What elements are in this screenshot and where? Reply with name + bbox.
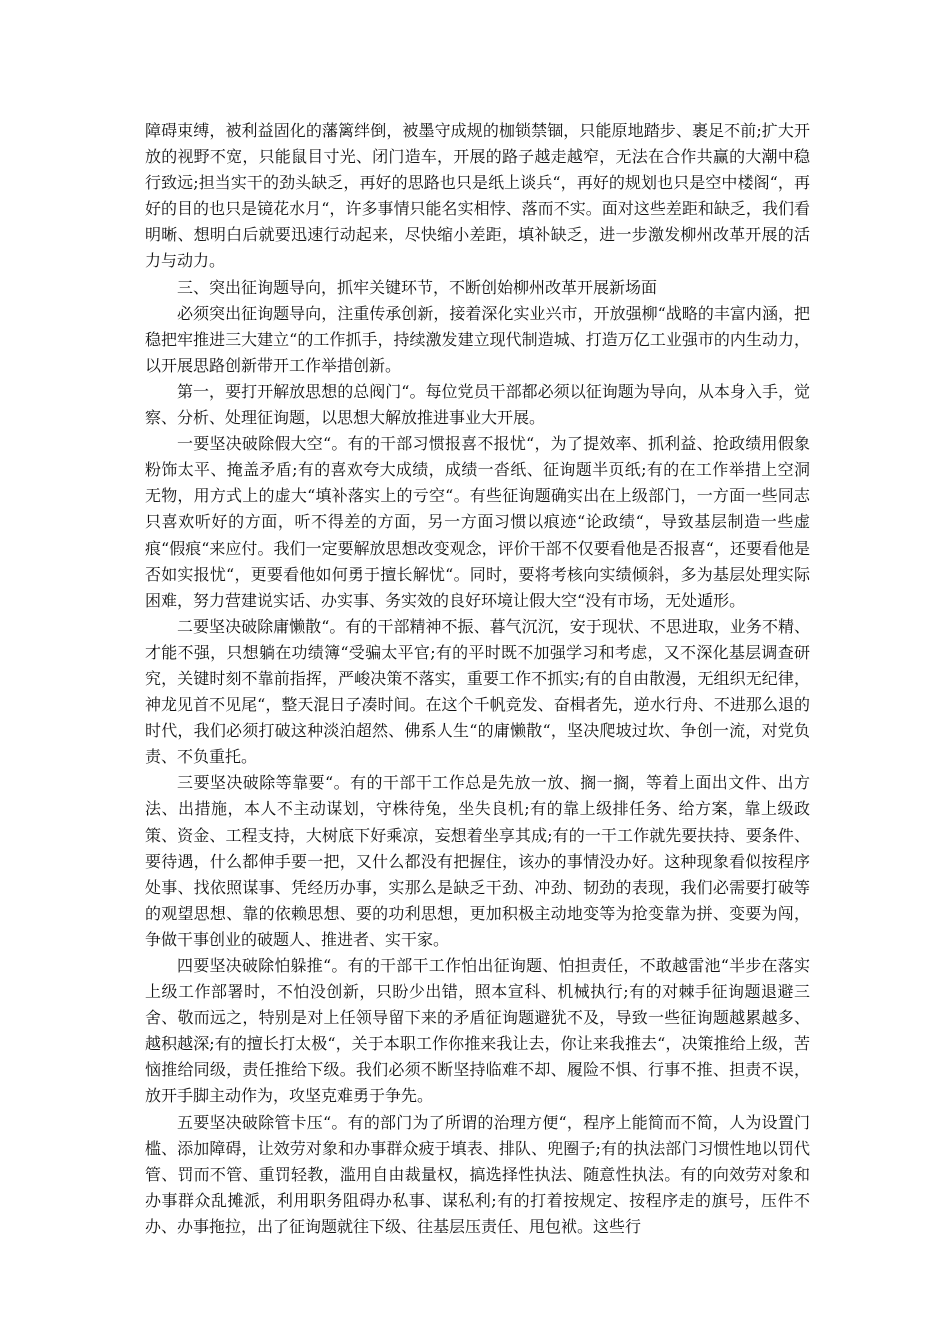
paragraph-point-one: 一要坚决破除假大空“。有的干部习惯报喜不报忧“，为了提效率、抓利益、抢政绩用假象粉饰太平、掩盖矛盾;有的喜欢夸大成绩，成绩一沓纸、征询题半页纸;有的在工作举措上空洞无物，用方式上的虚大“填补落实上的亏空“。有些征询题确实出在上级部门，一方面一些同志只喜欢听好的方面，听不得差的方面，另一方面习惯以痕迹“论政绩“，导致基层制造一些虚痕“假痕“来应付。我们一定要解放思想改变观念，评价干部不仅要看他是否报喜“，还要看他是否如实报忧“，更要看他如何勇于擅长解忧“。同时，要将考核向实绩倾斜，多为基层处理实际困难，努力营建说实话、办实事、务实效的良好环境让假大空“没有市场，无处遁形。 bbox=[145, 434, 810, 610]
paragraph-problem-orientation: 必须突出征询题导向，注重传承创新，接着深化实业兴市，开放强柳“战略的丰富内涵，把稳把牢推进三大建立“的工作抓手，持续激发建立现代制造城、打造万亿工业强市的内生动力，以开展思路创新带开工作举措创新。 bbox=[145, 303, 810, 375]
document-body bbox=[145, 118, 810, 1240]
paragraph-first-point: 第一，要打开解放思想的总阀门“。每位党员干部都必须以征询题为导向，从本身入手，觉察、分析、处理征询题，以思想大解放推进事业大开展。 bbox=[145, 381, 810, 428]
paragraph-point-four: 四要坚决破除怕躲推“。有的干部干工作怕出征询题、怕担责任，不敢越雷池“半步在落实上级工作部署时，不怕没创新，只盼少出错，照本宣科、机械执行;有的对棘手征询题退避三舍、敬而远之，特别是对上任领导留下来的矛盾征询题避犹不及，导致一些征询题越累越多、越积越深;有的擅长打太极“，关于本职工作你推来我让去，你让来我推去“，决策推给上级，苦恼推给同级，责任推给下级。我们必须不断坚持临难不却、履险不惧、行事不推、担责不误，放开手脚主动作为，攻坚克难勇于争先。 bbox=[145, 956, 810, 1106]
paragraph-point-five: 五要坚决破除管卡压“。有的部门为了所谓的治理方便“，程序上能简而不简，人为设置门槛、添加障碍，让效劳对象和办事群众疲于填表、排队、兜圈子;有的执法部门习惯性地以罚代管、罚而不管、重罚轻教，滥用自由裁量权，搞选择性执法、随意性执法。有的向效劳对象和办事群众乱摊派，利用职务阻碍办私事、谋私利;有的打着按规定、按程序走的旗号，压件不办、办事拖拉，出了征询题就往下级、往基层压责任、甩包袱。这些行 bbox=[145, 1112, 810, 1236]
paragraph-continuation: 障碍束缚，被利益固化的藩篱绊倒，被墨守成规的枷锁禁锢，只能原地踏步、裹足不前;扩大开放的视野不宽，只能鼠目寸光、闭门造车，开展的路子越走越窄，无法在合作共赢的大潮中稳行致远;担当实干的劲头缺乏，再好的思路也只是纸上谈兵“，再好的规划也只是空中楼阁“，再好的目的也只是镜花水月“，许多事情只能名实相悖、落而不实。面对这些差距和缺乏，我们看明晰、想明白后就要迅速行动起来，尽快缩小差距，填补缺乏，进一步激发柳州改革开展的活力与动力。 bbox=[145, 121, 810, 271]
section-heading-three: 三、突出征询题导向，抓牢关键环节，不断创始柳州改革开展新场面 bbox=[177, 277, 658, 297]
paragraph-point-three: 三要坚决破除等靠要“。有的干部干工作总是先放一放、搁一搁，等着上面出文件、出方法、出措施，本人不主动谋划，守株待兔，坐失良机;有的靠上级排任务、给方案，靠上级政策、资金、工程支持，大树底下好乘凉，妄想着坐享其成;有的一干工作就先要扶持、要条件、要待遇，什么都伸手要一把，又什么都没有把握住，该办的事情没办好。这种现象看似按程序处事、找依照谋事、凭经历办事，实那么是缺乏干劲、冲劲、韧劲的表现，我们必需要打破等的观望思想、靠的依赖思想、要的功利思想，更加积极主动地变等为抢变靠为拼、变要为闯，争做干事创业的破题人、推进者、实干家。 bbox=[145, 773, 810, 949]
paragraph-point-two: 二要坚决破除庸懒散“。有的干部精神不振、暮气沉沉，安于现状、不思进取，业务不精、才能不强，只想躺在功绩簿“受骗太平官;有的平时既不加强学习和考虑，又不深化基层调查研究，关键时刻不靠前指挥，严峻决策不落实，重要工作不抓实;有的自由散漫，无组织无纪律，神龙见首不见尾“，整天混日子凑时间。在这个千帆竞发、奋楫者先，逆水行舟、不进那么退的时代，我们必须打破这种淡泊超然、佛系人生“的庸懒散“，坚决爬坡过坎、争创一流，对党负责、不负重托。 bbox=[145, 616, 810, 767]
